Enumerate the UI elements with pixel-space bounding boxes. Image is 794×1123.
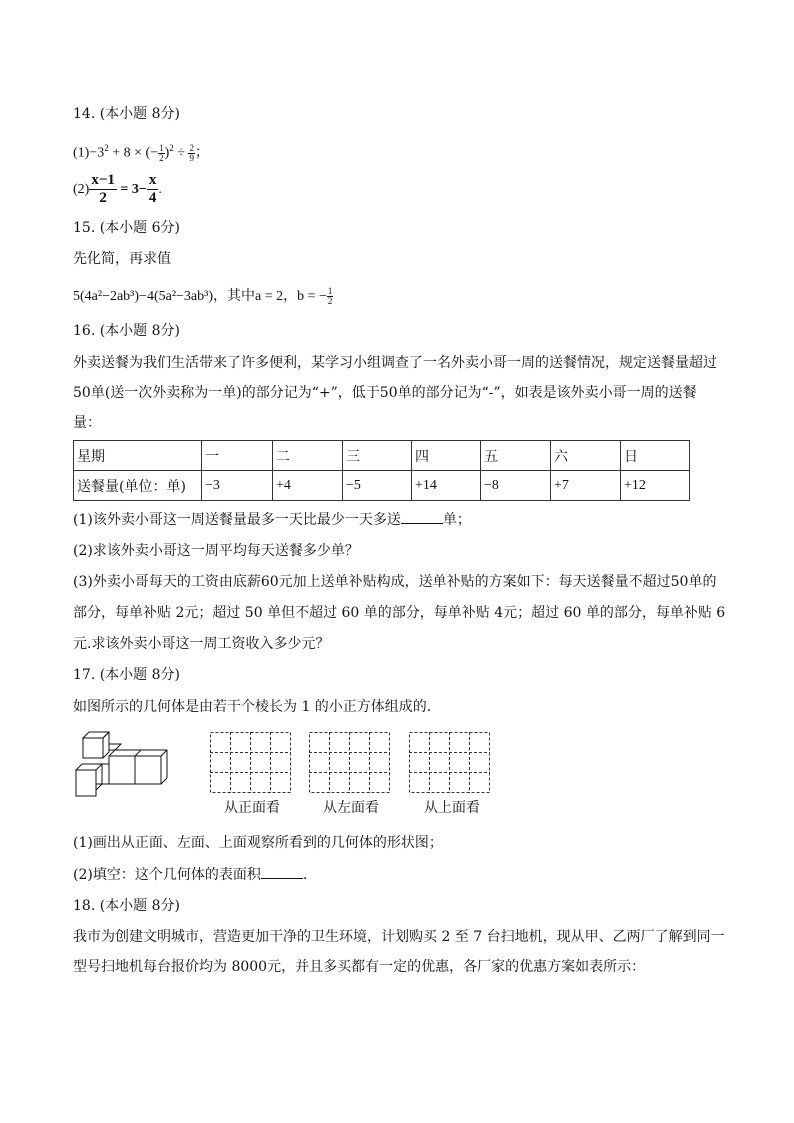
table-cell: 五: [481, 441, 551, 471]
q17-subquestion-1: (1)画出从正面、左面、上面观察所看到的几何体的形状图；: [73, 835, 443, 851]
table-cell: 星期: [74, 441, 202, 471]
q18-header: 18. (本小题 8分): [73, 898, 180, 914]
left-view-label: 从左面看: [323, 800, 379, 816]
table-cell: +7: [551, 471, 621, 501]
fraction-half: $\frac{1}{2}$: [159, 142, 164, 163]
q14-part1: $(1)-3^2 + 8$ × (− $\frac{1}{2}$ )$^2$ ÷ $\frac{2}{9}$ ；: [73, 142, 209, 163]
delivery-table: [73, 440, 690, 501]
table-cell: −8: [481, 471, 551, 501]
q18-line1: 我市为创建文明城市，营造更加干净的卫生环境，计划购买 2 至 7 台扫地机，现从甲、乙两厂了解到同一: [73, 929, 725, 945]
q16-subquestion-2: (2)求该外卖小哥这一周平均每天送餐多少单？: [73, 543, 359, 559]
q16-subquestion-3-line2: 部分，每单补贴 2元；超过 50 单但不超过 60 单的部分，每单补贴 4元；超过 60 单的部分，每单补贴 6: [73, 605, 726, 621]
q18-line2: 型号扫地机每台报价均为 8000元，并且多买都有一定的优惠，各厂家的优惠方案如表所示：: [73, 959, 646, 975]
table-cell: 日: [621, 441, 690, 471]
left-view-grid[interactable]: [309, 732, 390, 793]
table-cell: +12: [621, 471, 690, 501]
q16-header: 16. (本小题 8分): [73, 323, 180, 339]
q17-header: 17. (本小题 8分): [73, 667, 180, 683]
front-view-label: 从正面看: [224, 800, 280, 816]
fraction-two-ninths: $\frac{2}{9}$: [189, 142, 194, 163]
table-cell: 一: [202, 441, 273, 471]
top-view-grid[interactable]: [409, 732, 490, 793]
fraction-x-minus-1-over-2: $\frac{x-1}{2}$: [91, 172, 115, 207]
fraction-b: $\frac{1}{2}$: [327, 286, 333, 307]
fraction-x-over-4: $\frac{x}{4}$: [148, 172, 157, 207]
table-cell: −3: [202, 471, 273, 501]
q16-intro-line1: 外卖送餐为我们生活带来了许多便利，某学习小组调查了一名外卖小哥一周的送餐情况，规定送餐量超过: [73, 355, 717, 371]
q15-expression: 5(4a²−2ab³)−4(5a²−3ab³)，其中a = 2，b = − $\frac{1}{2}$: [73, 286, 333, 307]
table-cell: 送餐量(单位：单): [74, 471, 202, 501]
answer-blank: [401, 509, 443, 524]
answer-blank: [261, 864, 303, 879]
table-cell: +4: [273, 471, 343, 501]
q16-subquestion-3-line1: (3)外卖小哥每天的工资由底薪60元加上送单补贴构成，送单补贴的方案如下：每天送餐量不超过50单的: [73, 574, 717, 590]
table-cell: −5: [343, 471, 412, 501]
q16-subquestion-3-line3: 元.求该外卖小哥这一周工资收入多少元？: [73, 636, 330, 652]
q17-subquestion-2: (2)填空：这个几何体的表面积 .: [73, 864, 307, 885]
cube-solid-figure: [72, 728, 172, 800]
q16-subquestion-1: (1)该外卖小哥这一周送餐量最多一天比最少一天多送 单；: [73, 509, 471, 530]
table-cell: 四: [412, 441, 481, 471]
table-row: [74, 471, 690, 501]
table-row: [74, 441, 690, 471]
q15-header: 15. (本小题 6分): [73, 220, 180, 236]
table-cell: +14: [412, 471, 481, 501]
front-view-grid[interactable]: [210, 732, 291, 793]
q14-header: 14. (本小题 8分): [73, 106, 180, 122]
table-cell: 二: [273, 441, 343, 471]
q17-intro: 如图所示的几何体是由若干个棱长为 1 的小正方体组成的.: [73, 699, 432, 715]
q14-part2: (2) $\frac{x-1}{2}$ = 3− $\frac{x}{4}$ .: [73, 172, 162, 207]
table-cell: 六: [551, 441, 621, 471]
q15-instruction: 先化简，再求值: [73, 251, 171, 267]
top-view-label: 从上面看: [424, 800, 480, 816]
q16-intro-line3: 量：: [73, 415, 101, 431]
table-cell: 三: [343, 441, 412, 471]
q16-intro-line2: 50单(送一次外卖称为一单)的部分记为“+”，低于50单的部分记为“-”，如表是该外卖小哥一周的送餐: [73, 385, 697, 401]
